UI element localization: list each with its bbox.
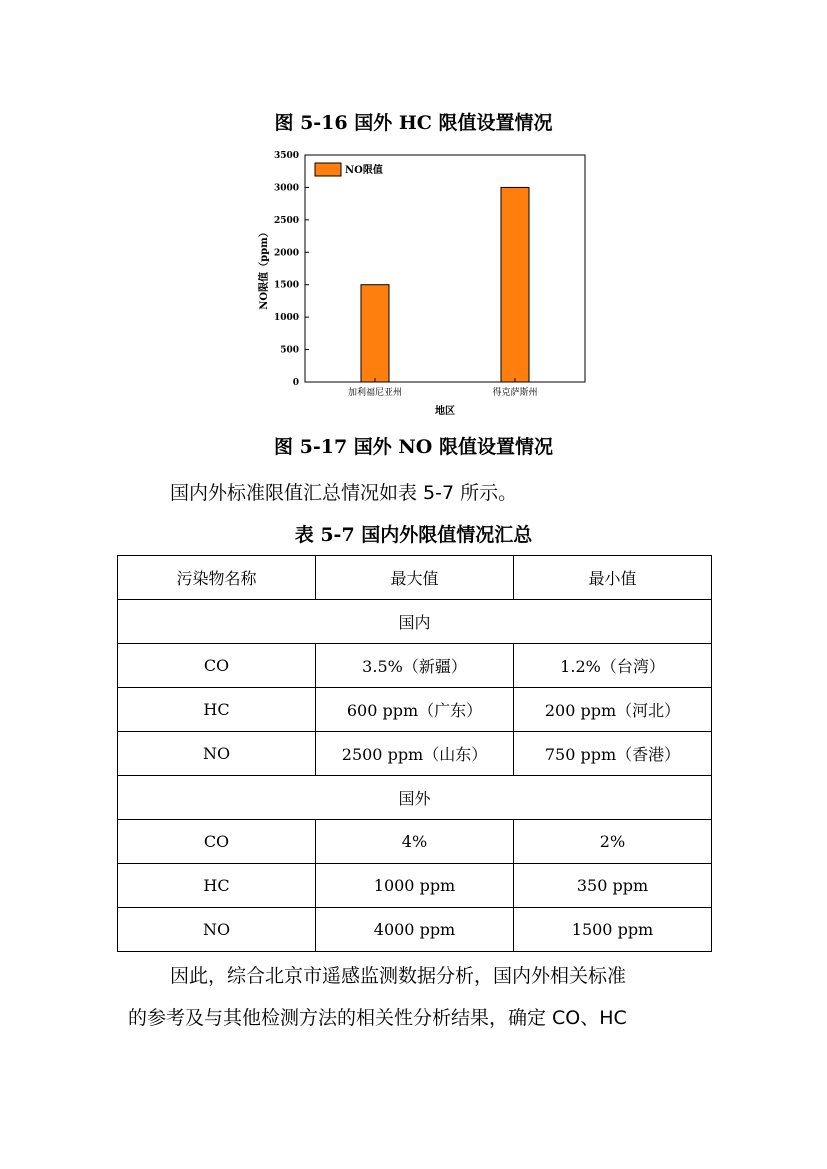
x-tick-label: 得克萨斯州 xyxy=(492,388,538,398)
section-row-domestic xyxy=(118,600,712,644)
cell-min: 1500 ppm xyxy=(514,908,712,952)
y-tick-label: 1500 xyxy=(273,280,299,291)
table-row xyxy=(118,688,712,732)
table-row xyxy=(118,908,712,952)
table-row xyxy=(118,732,712,776)
limits-summary-table xyxy=(117,555,712,952)
cell-min: 1.2%（台湾） xyxy=(514,644,712,688)
cell-max: 2500 ppm（山东） xyxy=(316,732,514,776)
table-row xyxy=(118,644,712,688)
header-max: 最大值 xyxy=(316,556,514,600)
y-axis-label: NO限值（ppm） xyxy=(259,227,270,310)
cell-min: 2% xyxy=(514,820,712,864)
cell-min: 200 ppm（河北） xyxy=(514,688,712,732)
figure-caption-5-17: 图 5-17 国外 NO 限值设置情况 xyxy=(274,436,553,458)
table-title: 表 5-7 国内外限值情况汇总 xyxy=(294,524,533,546)
bar xyxy=(361,285,389,382)
cell-pollutant: CO xyxy=(118,820,316,864)
conclusion-paragraph-line-1: 因此，综合北京市遥感监测数据分析，国内外相关标准 xyxy=(170,965,627,987)
cell-max: 1000 ppm xyxy=(316,864,514,908)
header-pollutant: 污染物名称 xyxy=(118,556,316,600)
section-label-foreign: 国外 xyxy=(118,776,712,820)
cell-pollutant: NO xyxy=(118,732,316,776)
legend-label: NO限值 xyxy=(345,165,383,176)
y-tick-label: 2000 xyxy=(273,248,299,259)
intro-paragraph: 国内外标准限值汇总情况如表 5-7 所示。 xyxy=(170,482,518,504)
cell-max: 600 ppm（广东） xyxy=(316,688,514,732)
cell-min: 350 ppm xyxy=(514,864,712,908)
cell-max: 3.5%（新疆） xyxy=(316,644,514,688)
plot-frame xyxy=(305,155,585,382)
no-limit-bar-chart xyxy=(250,145,595,427)
y-tick-label: 500 xyxy=(280,345,299,356)
y-tick-label: 2500 xyxy=(273,215,299,226)
section-label-domestic: 国内 xyxy=(118,600,712,644)
table-header-row xyxy=(118,556,712,600)
legend-swatch xyxy=(315,163,341,176)
table-row xyxy=(118,820,712,864)
cell-pollutant: HC xyxy=(118,688,316,732)
y-tick-label: 3500 xyxy=(273,151,299,161)
x-axis-label: 地区 xyxy=(435,406,455,417)
figure-caption-5-16: 图 5-16 国外 HC 限值设置情况 xyxy=(274,112,553,134)
conclusion-paragraph-line-2: 的参考及与其他检测方法的相关性分析结果，确定 CO、HC xyxy=(128,1007,627,1029)
table-row xyxy=(118,864,712,908)
cell-pollutant: HC xyxy=(118,864,316,908)
header-min: 最小值 xyxy=(514,556,712,600)
y-tick-label: 0 xyxy=(292,378,299,388)
x-tick-label: 加利福尼亚州 xyxy=(347,388,403,398)
section-row-foreign xyxy=(118,776,712,820)
cell-min: 750 ppm（香港） xyxy=(514,732,712,776)
cell-pollutant: NO xyxy=(118,908,316,952)
y-tick-label: 1000 xyxy=(273,313,299,324)
cell-max: 4% xyxy=(316,820,514,864)
bar xyxy=(501,187,529,382)
y-tick-label: 3000 xyxy=(273,183,299,194)
cell-pollutant: CO xyxy=(118,644,316,688)
cell-max: 4000 ppm xyxy=(316,908,514,952)
